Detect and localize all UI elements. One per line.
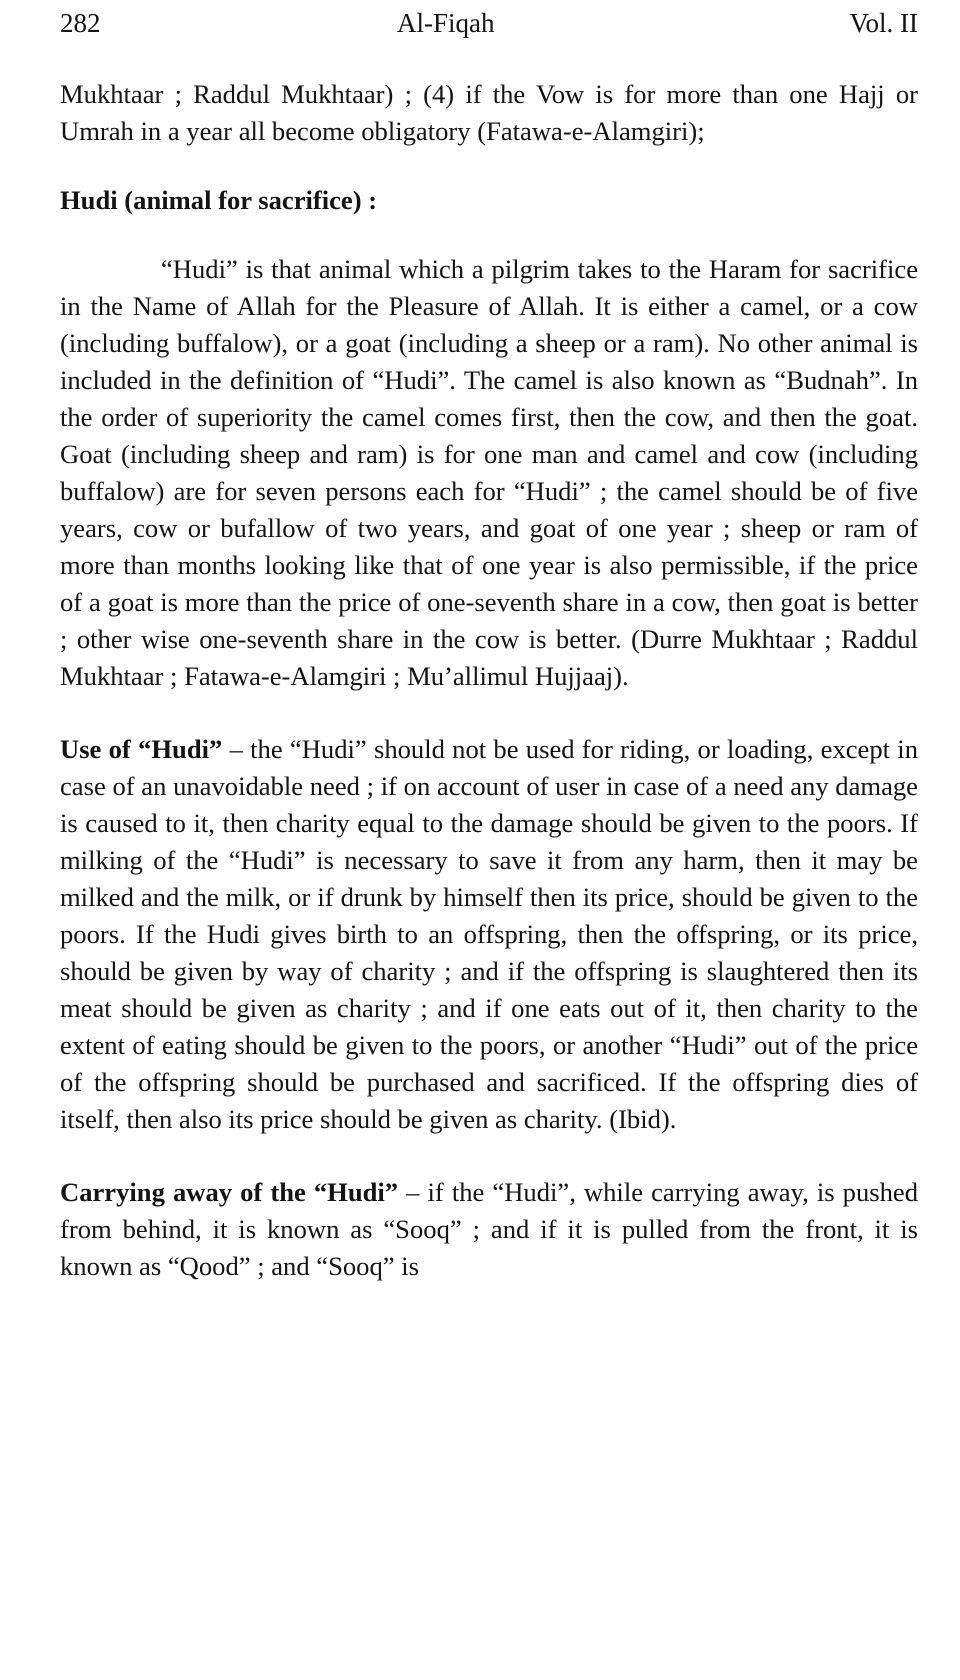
hudi-definition-paragraph: “Hudi” is that animal which a pilgrim takes to the Haram for sacrifice in the Name of Allah for the Pleasure of Allah. It is either a camel, or a cow (including buffalow), or a goat (including a sheep or a ram). No other animal is included in the definition of “Hudi”. The camel is also known as “Budnah”. In the order of superiority the camel comes first, then the cow, and then the goat. Goat (including sheep and ram) is for one man and camel and cow (including buffalow) are for seven persons each for “Hudi” ; the camel should be of five years, cow or bufallow of two years, and goat of one year ; sheep or ram of more than months looking like that of one year is also permissible, if the price of a goat is more than the price of one-seventh share in a cow, then goat is better ; other wise one-seventh share in the cow is better. (Durre Mukhtaar ; Raddul Mukhtaar ; Fatawa-e-Alamgiri ; Mu’allimul Hujjaaj).	[60, 254, 918, 691]
continuation-paragraph: Mukhtaar ; Raddul Mukhtaar) ; (4) if the Vow is for more than one Hajj or Umrah in a year all become obligatory (Fatawa-e-Alamgiri);	[60, 79, 918, 146]
book-page	[60, 0, 918, 1285]
carrying-hudi-paragraph	[60, 1174, 918, 1285]
running-header	[60, 0, 918, 46]
use-of-hudi-lead: Use of “Hudi”	[60, 734, 223, 764]
volume-label: Vol. II	[849, 8, 918, 38]
carrying-hudi-text: – if the “Hudi”, while carrying away, is pushed from behind, it is known as “Sooq” ; and if it is pulled from the front, it is known as “Qood” ; and “Sooq” is	[60, 1177, 918, 1281]
carrying-hudi-lead: Carrying away of the “Hudi”	[60, 1177, 399, 1207]
page-number: 282	[60, 8, 101, 38]
use-of-hudi-text: – the “Hudi” should not be used for riding, or loading, except in case of an unavoidable need ; if on account of user in case of a need any damage is caused to it, then charity equal to the damage should be given to the poors. If milking of the “Hudi” is necessary to save it from any harm, then it may be milked and the milk, or if drunk by himself then its price, should be given to the poors. If the Hudi gives birth to an offspring, then the offspring, or its price, should be given by way of charity ; and if the offspring is slaughtered then its meat should be given as charity ; and if one eats out of it, then charity to the extent of eating should be given to the poors, or another “Hudi” out of the price of the offspring should be purchased and sacrificed. If the offspring dies of itself, then also its price should be given as charity. (Ibid).	[60, 734, 918, 1134]
section-heading-hudi: Hudi (animal for sacrifice) :	[60, 185, 378, 215]
book-title: Al-Fiqah	[397, 8, 495, 38]
use-of-hudi-paragraph	[60, 731, 918, 1138]
